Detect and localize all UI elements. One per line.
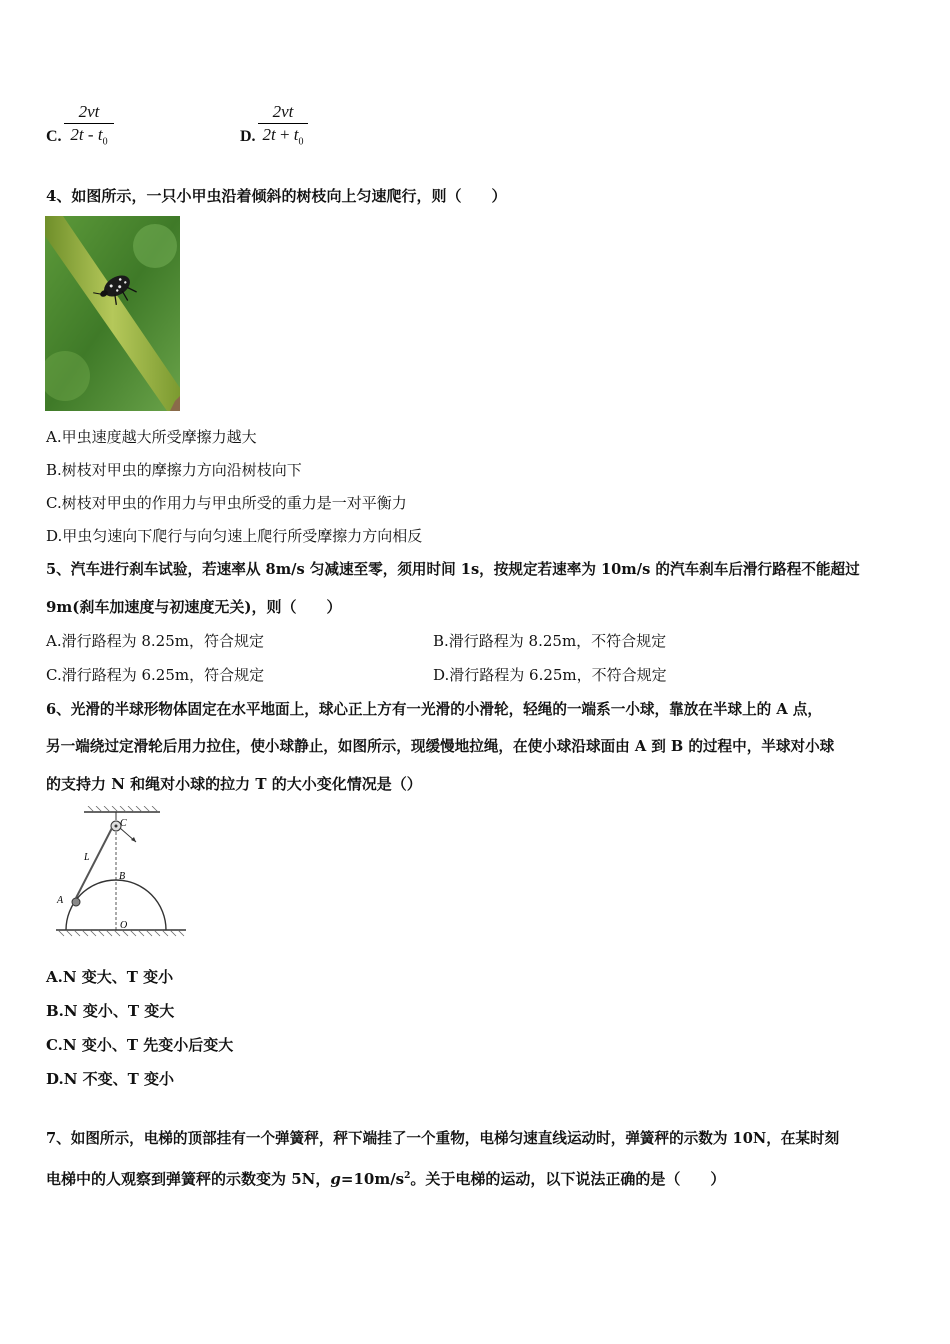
beetle-photo — [45, 216, 180, 411]
q5-option-a: A.滑行路程为 8.25m，符合规定 — [46, 632, 264, 650]
q7-stem-line1: 7、如图所示，电梯的顶部挂有一个弹簧秤，秤下端挂了一个重物，电梯匀速直线运动时，弹簧秤的示数为 10N，在某时刻 — [46, 1130, 840, 1147]
q5-stem-line1: 5、汽车进行刹车试验，若速率从 8m/s 匀减速至零，须用时间 1s，按规定若速率为 10m/s 的汽车刹车后滑行路程不能超过 — [46, 561, 860, 578]
option-d-numerator: 2vt — [272, 102, 294, 121]
q5-option-d: D.滑行路程为 6.25m，不符合规定 — [433, 666, 667, 684]
q7-stem-line2: 电梯中的人观察到弹簧秤的示数变为 5N，$g=10m/s^2$。关于电梯的运动，以下说法正确的是（ ） — [46, 1170, 726, 1188]
fraction-bar — [64, 123, 114, 124]
q6-option-d: D.N 不变、T 变小 — [46, 1070, 175, 1088]
q4-option-c: C.树枝对甲虫的作用力与甲虫所受的重力是一对平衡力 — [46, 494, 407, 512]
option-c-label: C. — [46, 128, 62, 145]
option-d-fraction — [258, 102, 308, 152]
label-o: O — [120, 920, 128, 931]
option-c-fraction — [64, 102, 114, 152]
q6-stem-line3: 的支持力 N 和绳对小球的拉力 T 的大小变化情况是（） — [46, 775, 422, 793]
q4-option-a: A.甲虫速度越大所受摩擦力越大 — [46, 428, 257, 446]
option-d-denominator: $2t + t_0$ — [262, 125, 304, 148]
q6-option-c: C.N 变小、T 先变小后变大 — [46, 1036, 234, 1054]
q6-stem-line1: 6、光滑的半球形物体固定在水平地面上，球心正上方有一光滑的小滑轮，轻绳的一端系一小球，靠放在半球上的 A 点， — [46, 701, 822, 718]
q6-stem-line2: 另一端绕过定滑轮后用力拉住，使小球静止，如图所示，现缓慢地拉绳，在使小球沿球面由 A 到 B 的过程中，半球对小球 — [46, 738, 835, 755]
option-c-numerator: 2vt — [78, 102, 100, 121]
q4-option-d: D.甲虫匀速向下爬行与向匀速上爬行所受摩擦力方向相反 — [46, 527, 423, 545]
label-l: L — [84, 852, 90, 863]
q4-option-b: B.树枝对甲虫的摩擦力方向沿树枝向下 — [46, 461, 302, 479]
label-a: A — [57, 895, 64, 906]
label-c: C — [120, 818, 127, 829]
q5-stem-line2: 9m(刹车加速度与初速度无关)，则（ ） — [46, 598, 342, 616]
option-c-denominator: $2t - t_0$ — [70, 125, 108, 148]
q6-option-a: A.N 变大、T 变小 — [46, 968, 174, 986]
hemisphere-pulley-diagram — [52, 806, 192, 940]
q5-option-b: B.滑行路程为 8.25m，不符合规定 — [433, 632, 667, 650]
q6-option-b: B.N 变小、T 变大 — [46, 1002, 175, 1020]
q5-option-c: C.滑行路程为 6.25m，符合规定 — [46, 666, 265, 684]
q4-stem: 4、如图所示，一只小甲虫沿着倾斜的树枝向上匀速爬行，则（ ） — [46, 187, 507, 205]
fraction-bar — [258, 123, 308, 124]
option-d-label: D. — [240, 128, 256, 145]
label-b: B — [119, 871, 126, 882]
